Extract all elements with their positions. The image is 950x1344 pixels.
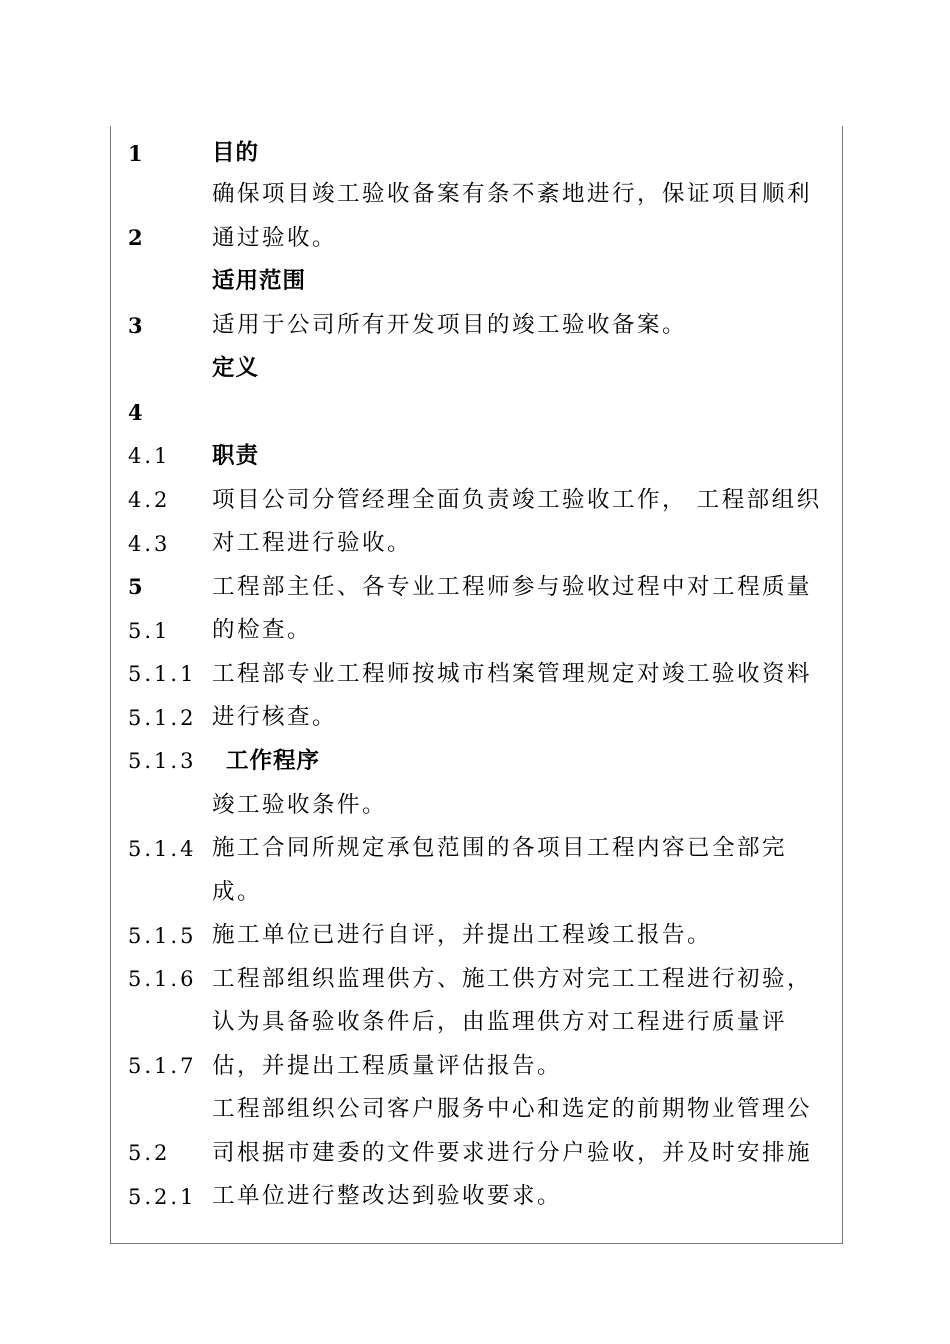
section-number-5-2-1: 5.2.1 (128, 1185, 197, 1209)
text-line: 的检查。 (212, 617, 313, 643)
text-line: 司根据市建委的文件要求进行分户验收，并及时安排施 (212, 1140, 813, 1166)
text-line: 施工单位已进行自评，并提出工程竣工报告。 (212, 922, 713, 948)
section-number-5-1-5: 5.1.5 (128, 924, 197, 948)
text-line: 施工合同所规定承包范围的各项目工程内容已全部完 (212, 835, 788, 861)
text-line: 成。 (212, 879, 263, 905)
text-line: 工单位进行整改达到验收要求。 (212, 1183, 563, 1209)
section-number-5-1-4: 5.1.4 (128, 837, 197, 861)
section-number-4-2: 4.2 (128, 488, 171, 512)
heading-responsibility: 职责 (212, 443, 260, 469)
section-number-5-1: 5.1 (128, 619, 171, 643)
section-number-5-1-1: 5.1.1 (128, 662, 197, 686)
section-number-4-3: 4.3 (128, 532, 171, 556)
section-number-5: 5 (128, 574, 143, 599)
section-number-5-1-7: 5.1.7 (128, 1054, 197, 1078)
text-line: 估，并提出工程质量评估报告。 (212, 1053, 563, 1079)
section-number-2: 2 (128, 225, 143, 250)
section-number-4-1: 4.1 (128, 444, 171, 468)
text-line: 工程部组织监理供方、施工供方对完工工程进行初验， (212, 966, 813, 992)
section-number-5-2: 5.2 (128, 1141, 171, 1165)
text-line: 对工程进行验收。 (212, 530, 413, 556)
text-line: 工程部专业工程师按城市档案管理规定对竣工验收资料 (212, 661, 813, 687)
section-number-5-1-6: 5.1.6 (128, 967, 197, 991)
heading-procedure: 工作程序 (226, 748, 321, 774)
text-line: 竣工验收条件。 (212, 792, 388, 818)
section-number-1: 1 (128, 141, 143, 166)
text-line: 项目公司分管经理全面负责竣工验收工作， 工程部组织 (212, 487, 822, 513)
text-line: 通过验收。 (212, 225, 338, 251)
section-number-3: 3 (128, 313, 143, 338)
text-line: 进行核查。 (212, 704, 338, 730)
text-line: 认为具备验收条件后，由监理供方对工程进行质量评 (212, 1009, 788, 1035)
text-line: 确保项目竣工验收备案有条不紊地进行，保证项目顺利 (212, 181, 813, 207)
section-number-5-1-2: 5.1.2 (128, 706, 197, 730)
heading-scope: 适用范围 (212, 268, 307, 294)
heading-purpose: 目的 (212, 140, 260, 166)
text-line: 工程部组织公司客户服务中心和选定的前期物业管理公 (212, 1096, 813, 1122)
text-line: 工程部主任、各专业工程师参与验收过程中对工程质量 (212, 574, 813, 600)
section-number-5-1-3: 5.1.3 (128, 749, 197, 773)
heading-definition: 定义 (212, 355, 260, 381)
section-number-4: 4 (128, 400, 143, 425)
text-line: 适用于公司所有开发项目的竣工验收备案。 (212, 312, 688, 338)
